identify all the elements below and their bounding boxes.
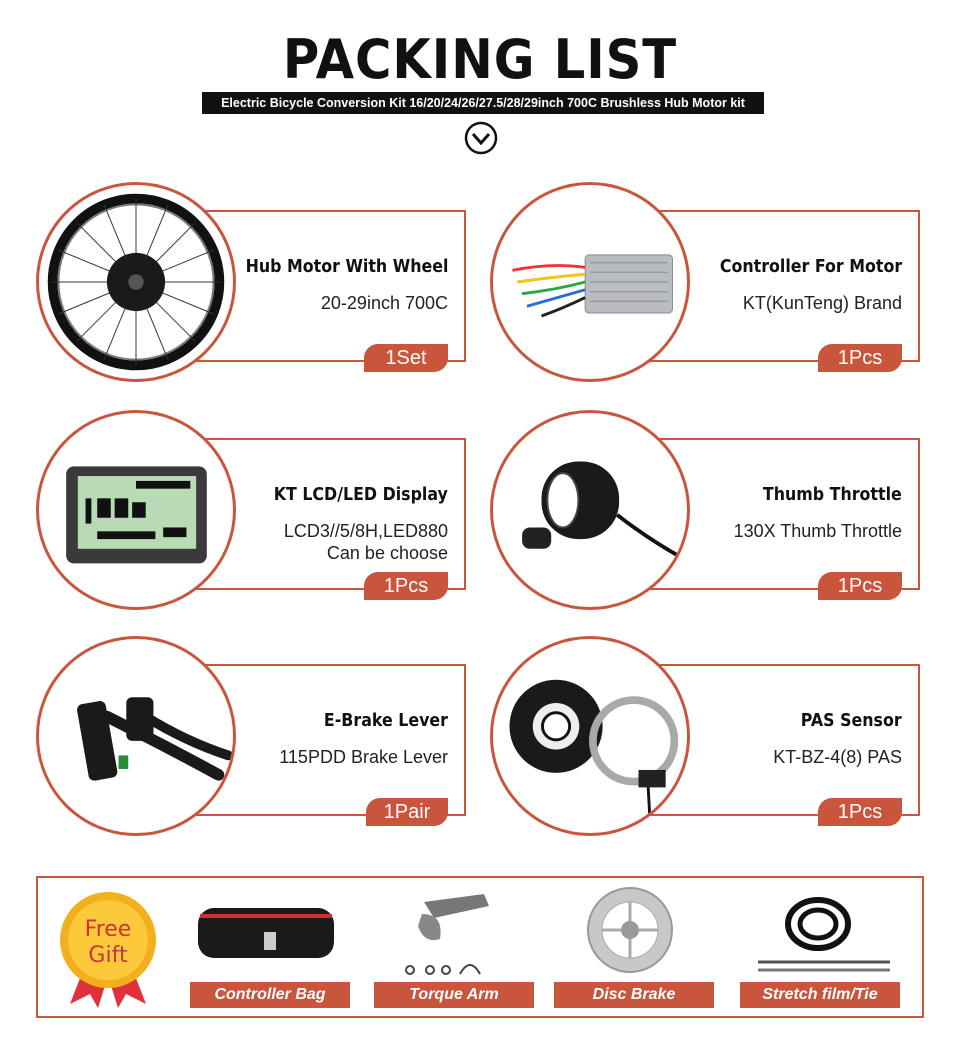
qty-badge: 1Pair — [366, 798, 448, 826]
item-desc: KT-BZ-4(8) PAS — [773, 747, 902, 767]
gift-item-torque-arm — [374, 878, 534, 1018]
item-image-circle — [36, 410, 236, 610]
item-name: Thumb Throttle — [763, 484, 902, 505]
gift-label: Controller Bag — [190, 982, 350, 1008]
wheel-icon — [39, 185, 233, 379]
svg-text:Free: Free — [84, 917, 132, 942]
item-card-pas-sensor — [490, 636, 930, 836]
lcd-display-icon — [39, 413, 233, 607]
item-image-circle — [490, 182, 690, 382]
item-card-brake-lever — [36, 636, 476, 836]
gift-item-disc-brake — [554, 878, 714, 1018]
qty-badge: 1Pcs — [818, 798, 902, 826]
gift-item-stretch-film — [740, 878, 900, 1018]
pas-sensor-icon — [493, 639, 687, 833]
throttle-icon — [493, 413, 687, 607]
qty-badge: 1Pcs — [364, 572, 448, 600]
item-desc: 130X Thumb Throttle — [733, 521, 902, 541]
item-image-circle — [490, 410, 690, 610]
qty-badge: 1Pcs — [818, 572, 902, 600]
item-image-circle — [490, 636, 690, 836]
torque-arm-icon — [374, 884, 534, 980]
item-desc: 115PDD Brake Lever — [279, 747, 448, 767]
cable-tie-icon — [740, 884, 900, 980]
item-desc: 20-29inch 700C — [320, 293, 448, 313]
subtitle-banner: Electric Bicycle Conversion Kit 16/20/24/26/27.5/28/29inch 700C Brushless Hub Motor kit — [202, 92, 764, 114]
disc-brake-icon — [554, 884, 714, 980]
item-desc: KT(KunTeng) Brand — [742, 293, 902, 313]
brake-lever-icon — [39, 639, 233, 833]
item-name: Hub Motor With Wheel — [245, 256, 448, 277]
item-card-hub-motor — [36, 182, 476, 382]
item-name: Controller For Motor — [719, 256, 902, 277]
page-title: PACKING LIST — [282, 28, 678, 91]
gift-item-controller-bag — [190, 878, 350, 1018]
item-card-display — [36, 410, 476, 610]
svg-text:Gift: Gift — [88, 943, 128, 968]
bag-icon — [190, 884, 350, 980]
item-card-throttle — [490, 410, 930, 610]
item-image-circle — [36, 182, 236, 382]
item-image-circle — [36, 636, 236, 836]
item-name: PAS Sensor — [801, 710, 902, 731]
item-name: KT LCD/LED Display — [273, 484, 448, 505]
controller-icon — [493, 185, 687, 379]
gift-label: Disc Brake — [554, 982, 714, 1008]
free-gift-badge-icon — [56, 890, 160, 1008]
gift-label: Stretch film/Tie — [740, 982, 900, 1008]
qty-badge: 1Set — [364, 344, 448, 372]
item-name: E-Brake Lever — [323, 710, 448, 731]
chevron-down-circle-icon — [464, 121, 498, 155]
item-card-controller — [490, 182, 930, 382]
gift-label: Torque Arm — [374, 982, 534, 1008]
free-gift-panel — [36, 876, 924, 1018]
item-desc: LCD3//5/8H,LED880 Can be choose — [283, 521, 448, 563]
qty-badge: 1Pcs — [818, 344, 902, 372]
